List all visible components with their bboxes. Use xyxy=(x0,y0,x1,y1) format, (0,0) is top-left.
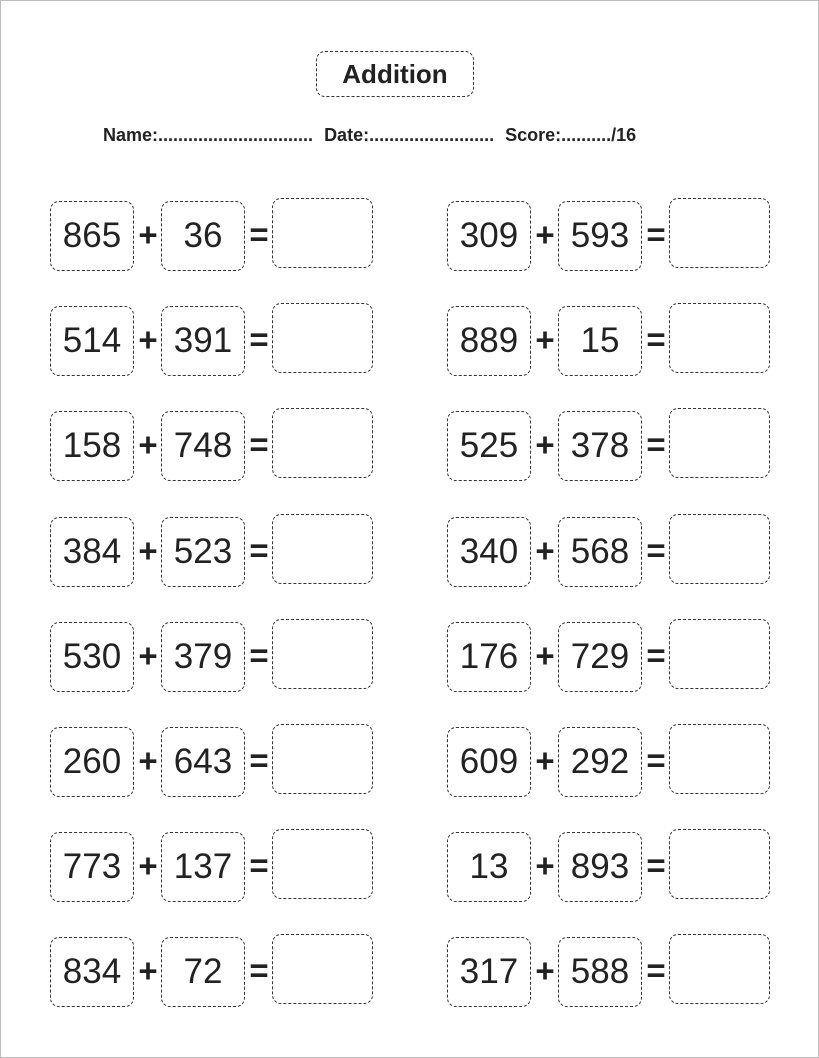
equals-sign: = xyxy=(249,847,269,884)
equals-sign: = xyxy=(249,637,269,674)
addend-2: 36 xyxy=(161,201,245,271)
plus-sign: + xyxy=(535,321,555,358)
addend-1: 158 xyxy=(50,411,134,481)
plus-sign: + xyxy=(138,742,158,779)
addend-1: 260 xyxy=(50,727,134,797)
addend-2: 729 xyxy=(558,622,642,692)
addend-1: 384 xyxy=(50,517,134,587)
equals-sign: = xyxy=(249,426,269,463)
equals-sign: = xyxy=(249,742,269,779)
addend-2: 588 xyxy=(558,937,642,1007)
equals-sign: = xyxy=(646,532,666,569)
addend-2: 593 xyxy=(558,201,642,271)
equals-sign: = xyxy=(249,321,269,358)
plus-sign: + xyxy=(535,532,555,569)
addend-2: 568 xyxy=(558,517,642,587)
plus-sign: + xyxy=(138,532,158,569)
answer-box[interactable] xyxy=(669,934,770,1004)
plus-sign: + xyxy=(535,742,555,779)
answer-box[interactable] xyxy=(272,934,373,1004)
date-field[interactable]: Date:......................... xyxy=(324,125,495,145)
answer-box[interactable] xyxy=(669,829,770,899)
plus-sign: + xyxy=(535,216,555,253)
addend-2: 378 xyxy=(558,411,642,481)
addend-2: 292 xyxy=(558,727,642,797)
equals-sign: = xyxy=(646,321,666,358)
addend-2: 72 xyxy=(161,937,245,1007)
equals-sign: = xyxy=(249,532,269,569)
addend-2: 748 xyxy=(161,411,245,481)
answer-box[interactable] xyxy=(669,724,770,794)
equals-sign: = xyxy=(646,952,666,989)
addend-1: 309 xyxy=(447,201,531,271)
addend-1: 530 xyxy=(50,622,134,692)
answer-box[interactable] xyxy=(669,303,770,373)
addend-1: 340 xyxy=(447,517,531,587)
addend-1: 514 xyxy=(50,306,134,376)
addend-2: 643 xyxy=(161,727,245,797)
answer-box[interactable] xyxy=(669,198,770,268)
plus-sign: + xyxy=(138,216,158,253)
equals-sign: = xyxy=(646,742,666,779)
addend-2: 379 xyxy=(161,622,245,692)
addend-1: 889 xyxy=(447,306,531,376)
addend-1: 13 xyxy=(447,832,531,902)
plus-sign: + xyxy=(138,952,158,989)
addend-2: 391 xyxy=(161,306,245,376)
addend-2: 15 xyxy=(558,306,642,376)
addend-2: 523 xyxy=(161,517,245,587)
answer-box[interactable] xyxy=(669,514,770,584)
addend-1: 525 xyxy=(447,411,531,481)
plus-sign: + xyxy=(535,637,555,674)
answer-box[interactable] xyxy=(272,514,373,584)
score-field[interactable]: Score:........../16 xyxy=(505,125,637,145)
answer-box[interactable] xyxy=(669,408,770,478)
answer-box[interactable] xyxy=(272,829,373,899)
addend-1: 773 xyxy=(50,832,134,902)
plus-sign: + xyxy=(138,847,158,884)
addend-1: 865 xyxy=(50,201,134,271)
answer-box[interactable] xyxy=(272,198,373,268)
addend-2: 137 xyxy=(161,832,245,902)
addend-1: 317 xyxy=(447,937,531,1007)
worksheet-title: Addition xyxy=(316,51,474,97)
addend-1: 176 xyxy=(447,622,531,692)
addend-1: 609 xyxy=(447,727,531,797)
equals-sign: = xyxy=(249,216,269,253)
equals-sign: = xyxy=(646,637,666,674)
answer-box[interactable] xyxy=(272,724,373,794)
answer-box[interactable] xyxy=(272,619,373,689)
name-field[interactable]: Name:............................... xyxy=(103,125,314,145)
equals-sign: = xyxy=(646,216,666,253)
header-fields xyxy=(103,125,743,146)
answer-box[interactable] xyxy=(272,303,373,373)
plus-sign: + xyxy=(535,847,555,884)
addend-2: 893 xyxy=(558,832,642,902)
plus-sign: + xyxy=(535,952,555,989)
plus-sign: + xyxy=(535,426,555,463)
addend-1: 834 xyxy=(50,937,134,1007)
plus-sign: + xyxy=(138,637,158,674)
plus-sign: + xyxy=(138,426,158,463)
answer-box[interactable] xyxy=(272,408,373,478)
equals-sign: = xyxy=(249,952,269,989)
answer-box[interactable] xyxy=(669,619,770,689)
equals-sign: = xyxy=(646,426,666,463)
plus-sign: + xyxy=(138,321,158,358)
equals-sign: = xyxy=(646,847,666,884)
